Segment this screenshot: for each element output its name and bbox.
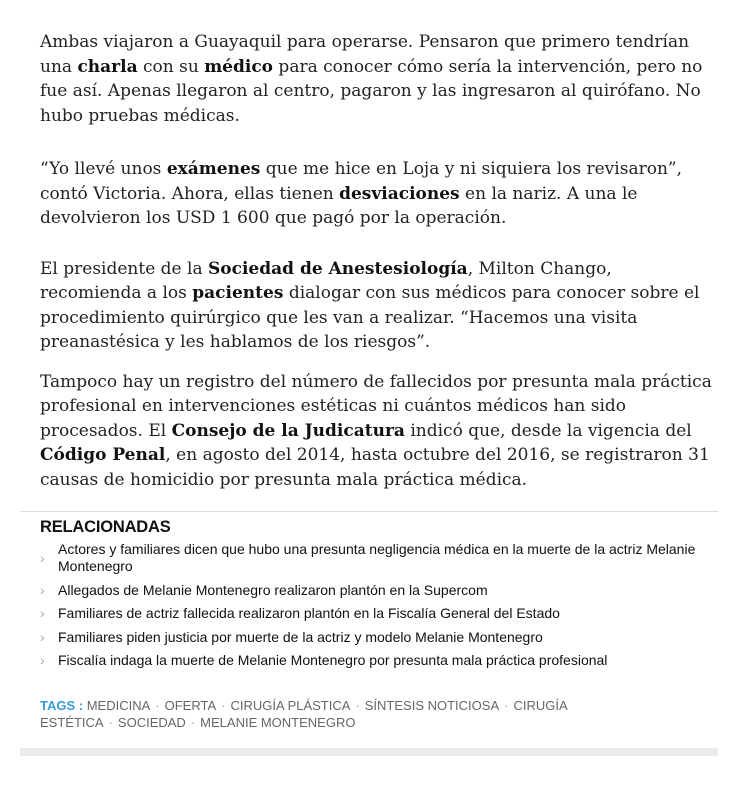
related-link[interactable]: Familiares piden justicia por muerte de la actriz y modelo Melanie Montenegro <box>58 628 543 645</box>
chevron-right-icon: › <box>40 628 45 645</box>
tag-link[interactable]: SÍNTESIS NOTICIOSA <box>364 698 500 713</box>
chevron-right-icon: › <box>40 549 45 566</box>
related-link[interactable]: Actores y familiares dicen que hubo una presunta negligencia médica en la muerte de la actriz Melanie Montenegro <box>58 541 696 574</box>
text-segment: Ambas viajaron a Guayaquil para operarse. Pensaron que primero tendrían una <box>40 32 690 77</box>
tag-link[interactable]: MEDICINA <box>86 698 151 713</box>
chevron-right-icon: › <box>40 581 45 598</box>
tag-separator: · <box>190 715 196 730</box>
related-heading: RELACIONADAS <box>40 518 171 536</box>
article-body <box>40 30 716 492</box>
text-segment: dialogar con sus médicos para conocer sobre el procedimiento quirúrgico que les van a realizar. “Hacemos una visita preanastésica y les hablamos de los riesgos”. <box>40 283 700 352</box>
article-paragraph <box>40 370 716 493</box>
tag-link[interactable]: SOCIEDAD <box>117 715 186 730</box>
tag-link[interactable]: CIRUGÍA ESTÉTICA <box>40 698 567 730</box>
related-link[interactable]: Fiscalía indaga la muerte de Melanie Montenegro por presunta mala práctica profesional <box>58 652 608 668</box>
related-link[interactable]: Familiares de actriz fallecida realizaron plantón en la Fiscalía General del Estado <box>58 605 560 621</box>
related-item[interactable] <box>40 652 718 669</box>
bold-keyword: pacientes <box>192 283 284 303</box>
related-item[interactable] <box>40 605 718 622</box>
bold-keyword: Consejo de la Judicatura <box>171 420 405 441</box>
tags-section <box>40 697 700 731</box>
related-item[interactable] <box>40 541 718 575</box>
tag-separator: · <box>108 715 113 730</box>
article-paragraph <box>40 257 716 355</box>
bold-keyword: desviaciones <box>339 183 460 204</box>
tag-link[interactable]: CIRUGÍA PLÁSTICA <box>230 698 351 713</box>
article-paragraph <box>40 157 716 231</box>
bold-keyword: exámenes <box>166 159 261 179</box>
chevron-right-icon: › <box>40 605 45 621</box>
footer-divider-bar <box>20 748 718 756</box>
bold-keyword: médico <box>204 56 274 77</box>
bold-keyword: charla <box>77 56 138 77</box>
tags-label: TAGS : <box>40 698 84 713</box>
text-segment: “Yo llevé unos <box>40 159 167 179</box>
text-segment: , Milton Chango, recomienda a los <box>40 258 612 303</box>
bold-keyword: Sociedad de Anestesiología <box>208 258 468 279</box>
related-item[interactable] <box>40 582 718 599</box>
text-segment: Tampoco hay un registro del número de fallecidos por presunta mala práctica profesional en intervenciones estéticas ni cuántos médicos han sido procesados. El <box>40 371 712 441</box>
related-item[interactable] <box>40 629 718 646</box>
related-link[interactable]: Allegados de Melanie Montenegro realizaron plantón en la Supercom <box>58 581 488 598</box>
text-segment: en la nariz. A una le devolvieron los USD 1 600 que pagó por la operación. <box>40 183 638 228</box>
tag-separator: · <box>504 698 509 713</box>
chevron-right-icon: › <box>40 652 45 668</box>
text-segment: , en agosto del 2014, hasta octubre del 2016, se registraron 31 causas de homicidio por presunta mala práctica médica. <box>40 445 710 490</box>
text-segment: El presidente de la <box>40 258 208 279</box>
text-segment: que me hice en Loja y ni siquiera los revisaron”, contó Victoria. Ahora, ellas tienen <box>40 159 682 204</box>
text-segment: con su <box>137 56 205 77</box>
article-paragraph <box>40 30 716 128</box>
related-section <box>20 511 718 731</box>
tag-link[interactable]: MELANIE MONTENEGRO <box>200 715 356 730</box>
tag-separator: · <box>155 698 160 713</box>
tag-separator: · <box>221 698 226 713</box>
text-segment: indicó que, desde la vigencia del <box>404 420 692 441</box>
bold-keyword: Código Penal <box>40 445 166 465</box>
related-list <box>20 541 718 669</box>
text-segment: para conocer cómo sería la intervención, pero no fue así. Apenas llegaron al centro, pagaron y las ingresaron al quirófano. No hubo pruebas médicas. <box>40 56 703 126</box>
tag-link[interactable]: OFERTA <box>164 698 217 713</box>
tag-separator: · <box>355 698 360 713</box>
